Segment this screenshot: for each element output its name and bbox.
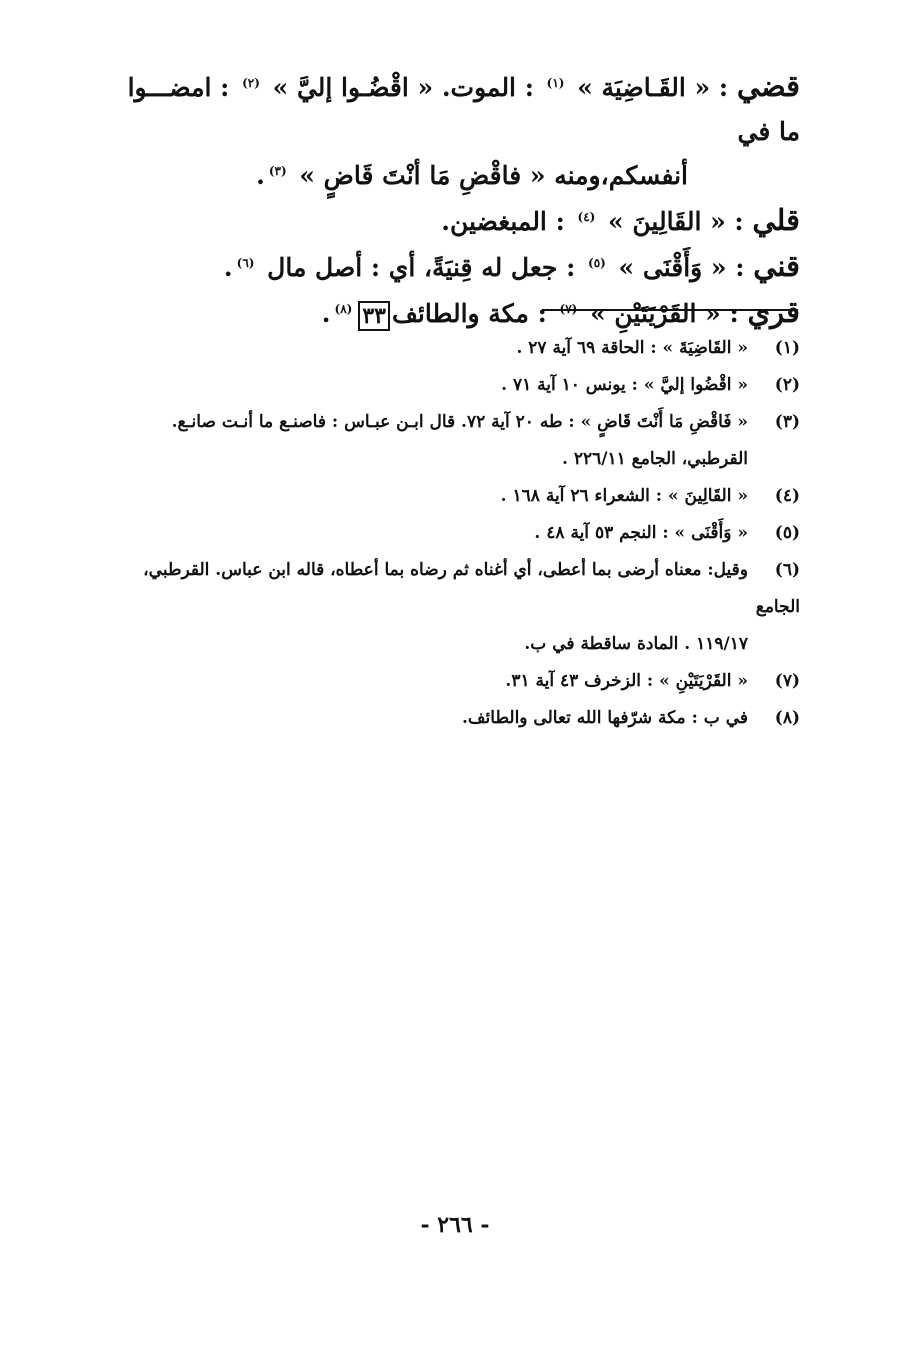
entry-continuation — [120, 154, 800, 198]
footnote-text: وقيل: معناه أرضى بما أعطى، أي أغناه ثم رضاه بما أعطاه، قاله ابن عباس. القرطبي، الجامع — [143, 560, 800, 617]
footnote-ref: (١) — [546, 75, 565, 90]
entry-text: . — [321, 299, 331, 328]
footnote — [120, 552, 800, 663]
footnote-text: « القَاضِيَةَ » : الحاقة ٦٩ آية ٢٧ . — [516, 338, 748, 358]
footnote-continuation: ١١٩/١٧ . المادة ساقطة في ب. — [524, 634, 748, 654]
footnote — [120, 515, 800, 552]
entry-head: قلي — [752, 203, 800, 237]
entry-qani — [120, 244, 800, 290]
footnote-ref: (٢) — [242, 75, 260, 90]
entry-text: : المبغضين. — [441, 207, 574, 236]
footnote-ref: (٣) — [268, 163, 287, 178]
footnote-number: (٦) — [774, 560, 800, 580]
entry-head: قري — [747, 295, 800, 329]
footnote-text: « وَأَقْنَى » : النجم ٥٣ آية ٤٨ . — [534, 523, 748, 543]
entry-head: قضي — [736, 69, 800, 103]
footnote-text: في ب : مكة شرّفها الله تعالى والطائف. — [462, 708, 748, 728]
entry-text: : الموت. « اقْضُـوا إليَّ » — [263, 73, 543, 102]
footnote-number: (٨) — [774, 708, 800, 728]
footnote-continuation: القرطبي، الجامع ٢٢٦/١١ . — [562, 449, 748, 469]
footnote — [120, 330, 800, 367]
footnote — [120, 404, 800, 478]
entry-text: : « وَأَقْنَى » — [609, 253, 754, 282]
entry-qali — [120, 198, 800, 244]
dictionary-entries — [120, 64, 800, 336]
entry-text: : « القَالِينَ » — [599, 207, 753, 236]
entry-text: أنفسكم،ومنه « فاقْضِ مَا أنْتَ قَاضٍ » — [290, 161, 688, 190]
entry-qadi — [120, 64, 800, 198]
footnote — [120, 478, 800, 515]
entry-text: . — [256, 161, 265, 190]
footnote-text: « اقْضُوا إليَّ » : يونس ١٠ آية ٧١ . — [501, 375, 748, 395]
footnote-number: (٧) — [774, 671, 800, 691]
entry-text: : مكة والطائف — [391, 299, 556, 328]
entry-text: : جعل له قِنيَةً، أي : أصل مال — [258, 253, 585, 282]
entry-text: . — [223, 253, 233, 282]
footnote-text: « القَرْيَتَيْنِ » : الزخرف ٤٣ آية ٣١. — [505, 671, 748, 691]
footnote-text: « فَاقْضِ مَا أَنْتَ قَاضٍ » : طه ٢٠ آية ٧٢. قال ابـن عبـاس : فاصنـع ما أنـت صانـع. — [171, 412, 748, 432]
footnote-ref: (٨) — [334, 301, 353, 316]
footnote-separator — [542, 309, 798, 311]
footnotes — [120, 330, 800, 737]
entry-text: : « القَرْيَتَيْنِ » — [581, 299, 748, 328]
footnote — [120, 367, 800, 404]
entry-text: : امضـــوا ما في — [127, 73, 800, 146]
footnote-ref: (٤) — [577, 209, 596, 224]
footnote-ref: (٦) — [236, 255, 255, 270]
footnote-number: (٤) — [774, 486, 800, 506]
footnote-text: « القَالِينَ » : الشعراء ٢٦ آية ١٦٨ . — [500, 486, 748, 506]
entry-head: قني — [753, 249, 800, 283]
manuscript-page-marker: ٣٣ — [358, 301, 390, 331]
footnote-number: (٥) — [774, 523, 800, 543]
footnote-ref: (٥) — [588, 255, 606, 270]
page-number: - ٢٦٦ - — [420, 1212, 490, 1238]
footnote-number: (١) — [774, 338, 800, 358]
footnote — [120, 663, 800, 700]
entry-text: : « القَـاضِيَة » — [568, 73, 737, 102]
footnote-number: (٢) — [774, 375, 800, 395]
footnote-number: (٣) — [774, 412, 800, 432]
footnote-ref: (٧) — [559, 301, 578, 316]
footnote — [120, 700, 800, 737]
